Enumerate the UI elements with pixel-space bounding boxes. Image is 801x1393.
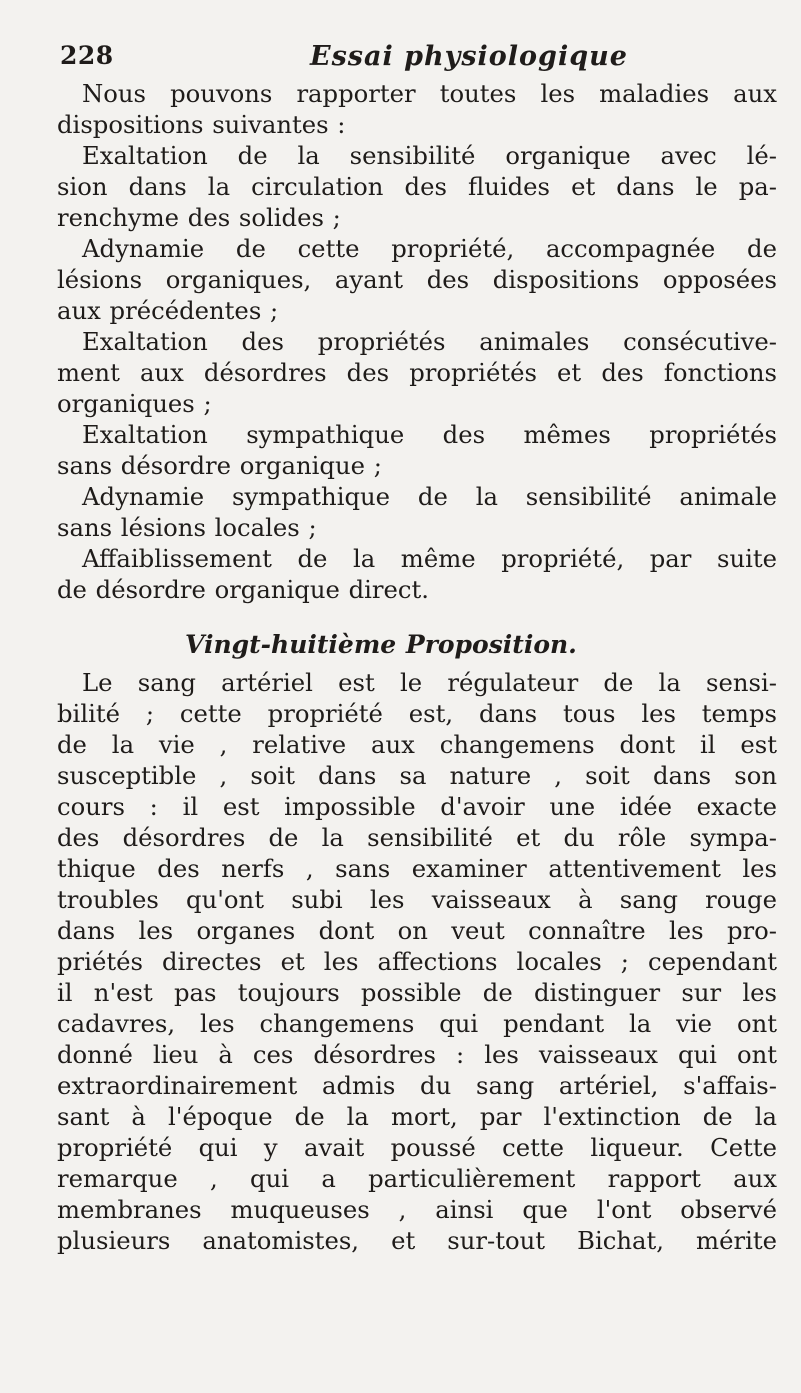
text-line: plusieurs anatomistes, et sur-tout Bichat, mérite xyxy=(57,1226,777,1255)
paragraph-body xyxy=(57,667,777,1256)
text-line: ment aux désordres des propriétés et des fonctions xyxy=(57,358,777,387)
text-line: thique des nerfs , sans examiner attentivement les xyxy=(57,854,777,883)
text-line: aux précédentes ; xyxy=(57,296,279,325)
paragraph-item xyxy=(57,481,777,543)
text-line: de désordre organique direct. xyxy=(57,575,429,604)
page-header xyxy=(60,41,780,81)
text-line: Adynamie de cette propriété, accompagnée de xyxy=(82,234,777,263)
text-line: extraordinairement admis du sang artériel, s'affais- xyxy=(57,1071,777,1100)
text-line: dans les organes dont on veut connaître les pro- xyxy=(57,916,777,945)
paragraph-intro xyxy=(57,78,777,140)
text-line: sans lésions locales ; xyxy=(57,513,317,542)
text-line: Exaltation des propriétés animales consécutive- xyxy=(82,327,777,356)
text-line: bilité ; cette propriété est, dans tous les temps xyxy=(57,699,777,728)
text-line: priétés directes et les affections locales ; cependant xyxy=(57,947,777,976)
text-line: propriété qui y avait poussé cette liqueur. Cette xyxy=(57,1133,777,1162)
text-line: des désordres de la sensibilité et du rôle sympa- xyxy=(57,823,777,852)
text-line: Exaltation de la sensibilité organique avec lé- xyxy=(82,141,777,170)
text-line: il n'est pas toujours possible de distinguer sur les xyxy=(57,978,777,1007)
text-line: cours : il est impossible d'avoir une idée exacte xyxy=(57,792,777,821)
text-line: sant à l'époque de la mort, par l'extinction de la xyxy=(57,1102,777,1131)
running-title: Essai physiologique xyxy=(310,41,628,72)
text-line: dispositions suivantes : xyxy=(57,110,346,139)
text-line: troubles qu'ont subi les vaisseaux à sang rouge xyxy=(57,885,777,914)
text-line: remarque , qui a particulièrement rapport aux xyxy=(57,1164,777,1193)
text-line: cadavres, les changemens qui pendant la vie ont xyxy=(57,1009,777,1038)
text-line: renchyme des solides ; xyxy=(57,203,341,232)
page-number: 228 xyxy=(60,41,114,70)
section-heading: Vingt-huitième Proposition. xyxy=(185,630,577,659)
text-line: Nous pouvons rapporter toutes les maladies aux xyxy=(82,79,777,108)
section-spacer xyxy=(57,605,777,623)
paragraph-item xyxy=(57,543,777,605)
text-line: sion dans la circulation des fluides et dans le pa- xyxy=(57,172,777,201)
text-line: Le sang artériel est le régulateur de la sensi- xyxy=(82,668,777,697)
text-line: sans désordre organique ; xyxy=(57,451,382,480)
text-line: donné lieu à ces désordres : les vaisseaux qui ont xyxy=(57,1040,777,1069)
text-line: susceptible , soit dans sa nature , soit dans son xyxy=(57,761,777,790)
text-line: de la vie , relative aux changemens dont il est xyxy=(57,730,777,759)
paragraph-item xyxy=(57,233,777,326)
text-line: Adynamie sympathique de la sensibilité animale xyxy=(82,482,777,511)
text-line: membranes muqueuses , ainsi que l'ont observé xyxy=(57,1195,777,1224)
text-line: lésions organiques, ayant des dispositions opposées xyxy=(57,265,777,294)
text-line: Exaltation sympathique des mêmes propriétés xyxy=(82,420,777,449)
paragraph-item xyxy=(57,326,777,419)
text-line: Affaiblissement de la même propriété, par suite xyxy=(82,544,777,573)
text-line: organiques ; xyxy=(57,389,212,418)
paragraph-item xyxy=(57,140,777,233)
page-body xyxy=(57,78,777,1256)
paragraph-item xyxy=(57,419,777,481)
